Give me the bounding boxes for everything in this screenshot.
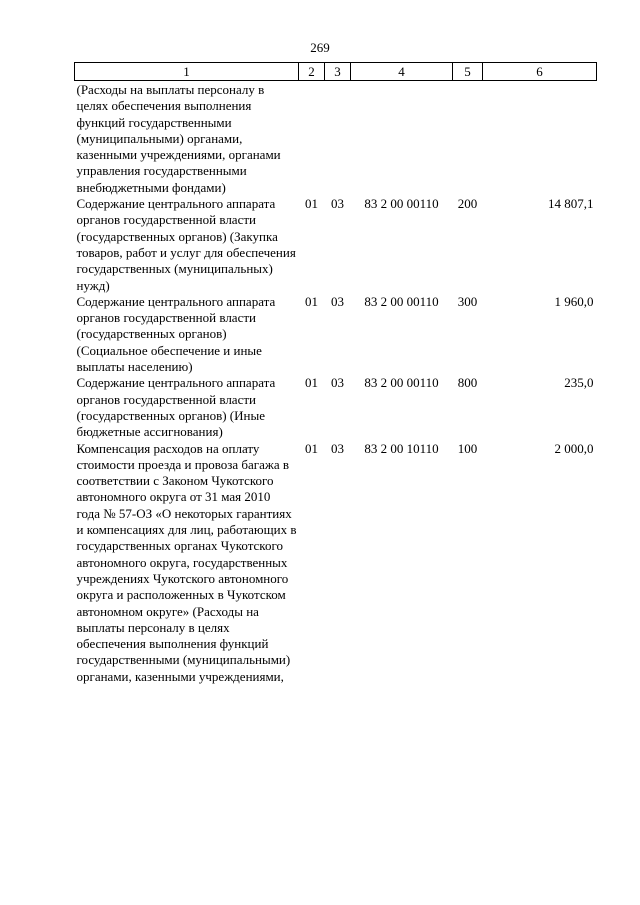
row-target-code: 83 2 00 10110 — [364, 440, 439, 456]
table-row — [75, 441, 597, 685]
row-name: Содержание центрального аппарата органов государственной власти (государственных органов) (Закупка товаров, работ и услуг для обеспечения государственных (муниципальных) нужд) — [76, 196, 296, 293]
row-subsection: 03 — [331, 196, 344, 212]
row-subsection: 03 — [331, 440, 344, 456]
row-target-code — [351, 81, 453, 197]
row-section: 01 — [305, 440, 318, 456]
row-expense-type — [453, 81, 483, 197]
row-section: 01 — [305, 293, 318, 309]
row-expense-type: 100 — [457, 440, 478, 456]
table-row — [75, 196, 597, 294]
row-target-code: 83 2 00 00110 — [364, 375, 439, 391]
row-amount: 2 000,0 — [554, 440, 594, 456]
row-section: 01 — [305, 196, 318, 212]
row-amount: 14 807,1 — [548, 196, 594, 212]
row-subsection — [325, 81, 351, 197]
row-expense-type: 200 — [457, 196, 478, 212]
row-section: 01 — [305, 375, 318, 391]
header-cell-4: 4 — [351, 63, 453, 81]
row-target-code: 83 2 00 00110 — [364, 293, 439, 309]
row-amount: 1 960,0 — [554, 293, 594, 309]
budget-table — [74, 62, 597, 685]
row-section — [299, 81, 325, 197]
row-name: Компенсация расходов на оплату стоимости проезда и провоза багажа в соответствии с Законом Чукотского автономного округа от 31 мая 2010 года № 57-ОЗ «О некоторых гарантиях и компенсациях для лиц, работающих в государственных органах Чукотского автономного округа, государственных учреждениях Чукотского автономного округа и расположенных в Чукотском автономном округе» (Расходы на выплаты персоналу в целях обеспечения выполнения функций государственными (муниципальными) органами, казенными учреждениями, — [76, 440, 297, 684]
row-target-code: 83 2 00 00110 — [364, 196, 439, 212]
header-row — [75, 63, 597, 81]
header-cell-5: 5 — [453, 63, 483, 81]
row-name: (Расходы на выплаты персоналу в целях обеспечения выполнения функций государственными (муниципальными) органами, казенными учреждениями, органами управления государственными внебюджетными фондами) — [76, 82, 281, 195]
table-row — [75, 81, 597, 197]
row-subsection: 03 — [331, 293, 344, 309]
table-row — [75, 294, 597, 375]
header-cell-2: 2 — [299, 63, 325, 81]
header-cell-3: 3 — [325, 63, 351, 81]
row-expense-type: 800 — [457, 375, 478, 391]
row-name: Содержание центрального аппарата органов государственной власти (государственных органов) (Социальное обеспечение и иные выплаты населению) — [76, 293, 276, 375]
row-name: Содержание центрального аппарата органов государственной власти (государственных органов) (Иные бюджетные ассигнования) — [76, 375, 276, 440]
header-cell-1: 1 — [75, 63, 299, 81]
row-amount: 235,0 — [564, 375, 594, 391]
page-number: 269 — [310, 40, 330, 55]
row-expense-type: 300 — [457, 293, 478, 309]
header-cell-6: 6 — [483, 63, 597, 81]
row-amount — [483, 81, 597, 197]
row-subsection: 03 — [331, 375, 344, 391]
table-row — [75, 375, 597, 440]
